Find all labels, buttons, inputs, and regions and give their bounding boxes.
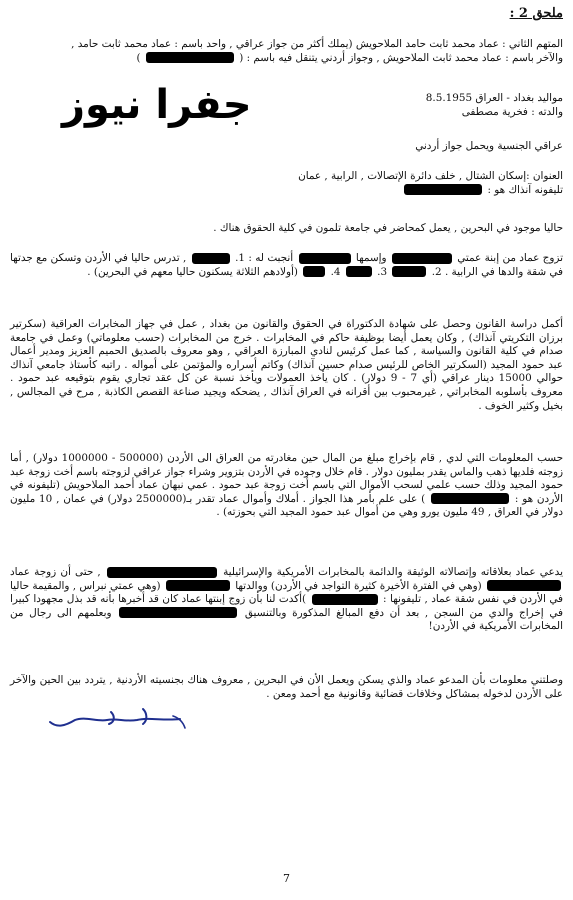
redaction-bar [192, 253, 230, 264]
marriage-paragraph: تزوج عماد من إبنة عمتي وإسمها أنجبت له : 1. , تدرس حاليا في الأردن وتسكن مع جدتها في شقة والدها في الرابية . 2. 3. 4. (أولادهم الثلاثة يسكنون حاليا معهم في البحرين) . [10, 252, 563, 278]
redaction-bar [146, 52, 234, 63]
redaction-bar [303, 266, 325, 277]
mother-line: والدته : فخرية مصطفى [461, 105, 563, 118]
address-line: العنوان :إسكان الشتال , خلف دائرة الإتصالات , الرابية , عمان [298, 170, 563, 182]
intelligence-paragraph: يدعي عماد بعلاقاته وإتصالاته الوثيقة والدائمة بالمخابرات الأمريكية والإسرائيلية , حتى أن زوجة عماد (وهي في الفترة الأخيرة كثيرة التواجد في الأردن) ووالدتها (وهي عمتي نبراس , والمقيمة حاليا في الأردن في نفس شقة عماد , تليفونها : )أكدت لنا بأن زوج إبنتها عماد كان قد أخبرها بأنه قد بذل مجهودا كبيرا في إخراج والدي من السجن , بعد أن دفع المبالغ المذكورة وبالتنسيق وبعلمهم الى رجال من المخابرات الأمريكية في الأردن! [10, 566, 563, 633]
watermark-logo: جفرا نيوز [62, 82, 252, 128]
annex-title: ملحق 2 : [509, 6, 563, 21]
career-paragraph: أكمل دراسة القانون وحصل على شهادة الدكتوراة في الحقوق والقانون من بغداد , عمل في جهاز المخابرات العراقية (سكرتير برزان التكريتي آنذاك) , وكان يعمل أيضا بوظيفة حاكم في المخابرات . خرج من المخابرات (حسب معلوماتي) وعمل في جامعة صدام في كلية القانون والسياسة , كما عمل كرئيس لنادي المبارزة العراقي , وهو معروف بالصديق الحميم العزيز ومدير أعمال عبد حمود المجيد (السكرتير الخاص للرئيس صدام حسين آنذاك) وكاتم أسراره والمؤتمن على أمواله . راتبه كأستاذ جامعي آنذاك حوالي 15000 دينار عراقي (أي 7 - 9 دولار) . كان يأخذ العمولات ويأخذ نسبة عن كل عقد تجاري يقوم بتوقيعه عبد حمود . معروف بأسلوبه المخابراتي , غيرمحبوب بين أقرانه في العراق آنذاك , يضحكه ويجيد صناعة القصص الكاذبة , مرح في المجالس , بخيل وكثير الخوف . [10, 318, 563, 412]
redaction-bar [107, 567, 217, 578]
redaction-bar [392, 253, 452, 264]
redaction-bar [346, 266, 372, 277]
accused-paragraph [10, 38, 563, 65]
accused-line-2: والآخر باسم : عماد محمد ثابت الملاحويش , وجواز أردني يتنقل فيه باسم : ( ) [136, 51, 563, 64]
accused-line-1: المتهم الثاني : عماد محمد ثابت حامد الملاحويش (يملك أكثر من جواز عراقي , واحد باسم : عماد محمد ثابت حامد , [71, 38, 563, 50]
redaction-bar [431, 493, 509, 504]
redaction-bar [392, 266, 426, 277]
phone-line: تليفونه آنذاك هو : [10, 184, 563, 198]
birth-line: مواليد بغداد - العراق 8.5.1955 [425, 92, 563, 104]
current-location-line: حاليا موجود في البحرين , يعمل كمحاضر في جامعة تلمون في كلية الحقوق هناك . [213, 222, 563, 234]
assets-paragraph: حسب المعلومات التي لدي , قام بإخراج مبلغ من المال حين مغادرته من العراق الى الأردن (500000 - 1000000 دولار) , أما زوجته فلديها ذهب والماس يقدر بمليون دولار . قام خلال وجوده في الأردن بتزوير وشراء جواز عراقي لزوجته باسم أخت زوجة عبد حمود المجيد وذلك حسب علمي لسحب الأموال التي باسم أخت زوجة عبد حمود . عمي نبهان عماد أحمد الملاحويش (تليفونه في الأردن هو : ) على علم بأمر هذا الجواز . أملاك وأموال عماد تقدر بـ(2500000 دولار) في عمان , 10 مليون دولار في العراق , 49 مليون يورو وهي من أموال عبد حمود المجيد التي بحوزته) . [10, 452, 564, 519]
redaction-bar [404, 184, 482, 195]
redaction-bar [312, 594, 378, 605]
handwritten-signature [45, 700, 195, 750]
redaction-bar [166, 580, 230, 591]
page-number: 7 [283, 872, 290, 885]
redaction-bar [487, 580, 561, 591]
closing-paragraph: وصلتني معلومات بأن المدعو عماد والذي يسكن ويعمل الأن في البحرين , معروف هناك بجنسيته الأردنية , يتردد بين الحين والآخر على الأردن لدخوله بمشاكل وخلافات قضائية وقانونية مع أحمد ومعن . [10, 674, 563, 700]
nationality-line: عراقي الجنسية ويحمل جواز أردني [415, 140, 563, 152]
redaction-bar [299, 253, 351, 264]
redaction-bar [119, 607, 237, 618]
address-paragraph [10, 170, 563, 197]
